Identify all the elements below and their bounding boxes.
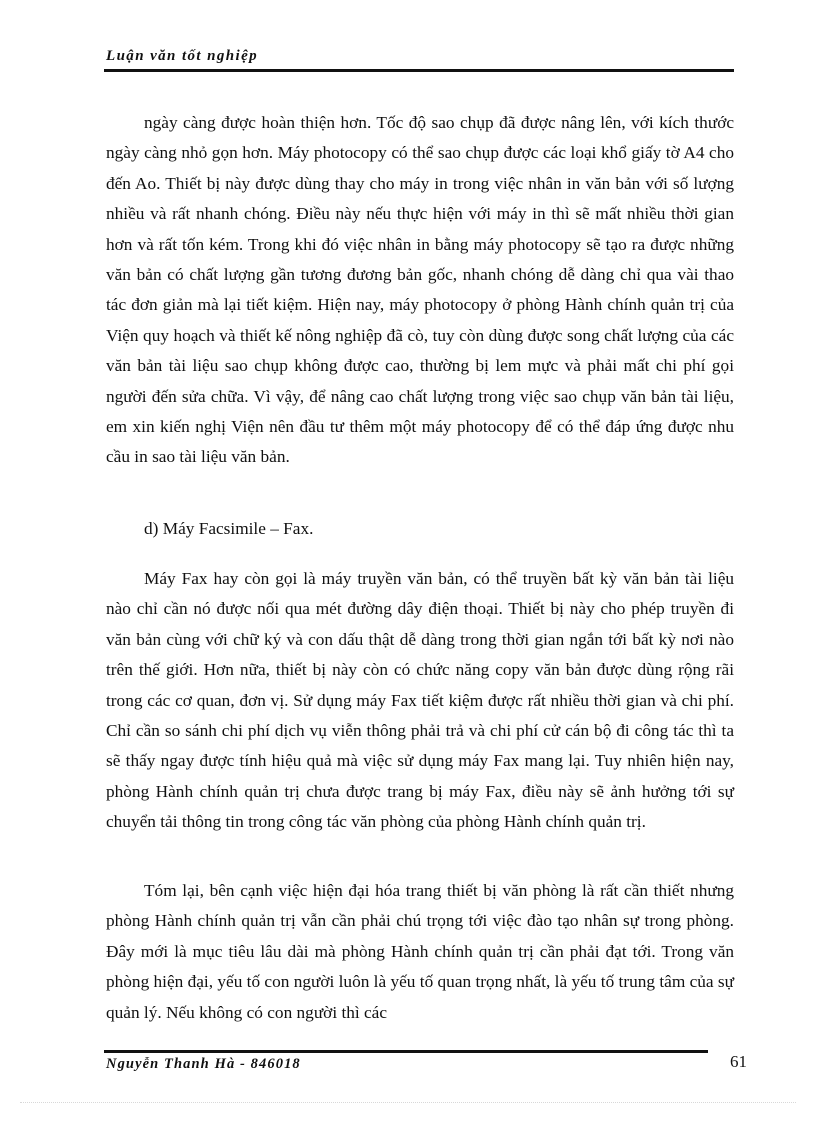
footer-rule (104, 1050, 708, 1053)
page-number: 61 (730, 1052, 747, 1071)
footer-author: Nguyễn Thanh Hà - 846018 (106, 1056, 301, 1072)
header-rule (104, 69, 734, 72)
paragraph-fax: Máy Fax hay còn gọi là máy truyền văn bản, có thể truyền bất kỳ văn bản tài liệu nào chỉ cần nó được nối qua mét đường dây điện thoại. Thiết bị này cho phép truyền đi văn bản cùng với chữ ký và con dấu thật dễ dàng trong thời gian ngắn tới bất kỳ nơi nào trên thế giới. Hơn nữa, thiết bị này còn có chức năng copy văn bản được dùng rộng rãi trong các cơ quan, đơn vị. Sử dụng máy Fax tiết kiệm được rất nhiều thời gian và chi phí. Chỉ cần so sánh chi phí dịch vụ viễn thông phải trả và chi phí cử cán bộ đi công tác thì ta sẽ thấy ngay được tính hiệu quả mà việc sử dụng máy Fax mang lại. Tuy nhiên hiện nay, phòng Hành chính quản trị chưa được trang bị máy Fax, điều này sẽ ảnh hưởng tới sự chuyển tải thông tin trong công tác văn phòng của phòng Hành chính quản trị. (106, 569, 734, 832)
section-heading: d) Máy Facsimile – Fax. (144, 519, 314, 538)
paragraph-summary: Tóm lại, bên cạnh việc hiện đại hóa trang thiết bị văn phòng là rất cần thiết nhưng phòng Hành chính quản trị vẫn cần phải chú trọng tới việc đào tạo nhân sự trong phòng. Đây mới là mục tiêu lâu dài mà phòng Hành chính quản trị cần phải đạt tới. Trong văn phòng hiện đại, yếu tố con người luôn là yếu tố quan trọng nhất, là yếu tố trung tâm của sự quản lý. Nếu không có con người thì các (106, 881, 734, 1022)
paragraph-photocopy: ngày càng được hoàn thiện hơn. Tốc độ sao chụp đã được nâng lên, với kích thước ngày càng nhỏ gọn hơn. Máy photocopy có thể sao chụp được các loại khổ giấy tờ A4 cho đến Ao. Thiết bị này được dùng thay cho máy in trong việc nhân in văn bản với số lượng nhiều và rất nhanh chóng. Điều này nếu thực hiện với máy in thì sẽ mất nhiều thời gian hơn và rất tốn kém. Trong khi đó việc nhân in bằng máy photocopy sẽ tạo ra được những văn bản có chất lượng gần tương đương bản gốc, nhanh chóng dễ dàng chỉ qua vài thao tác đơn giản mà lại tiết kiệm. Hiện nay, máy photocopy ở phòng Hành chính quản trị của Viện quy hoạch và thiết kế nông nghiệp đã cò, tuy còn dùng được song chất lượng của các văn bản tài liệu sao chụp không được cao, thường bị lem mực và phải mất chi phí gọi người đến sửa chữa. Vì vậy, để nâng cao chất lượng trong việc sao chụp văn bản tài liệu, em xin kiến nghị Viện nên đầu tư thêm một máy photocopy để có thể đáp ứng được nhu cầu in sao tài liệu văn bản. (106, 113, 734, 467)
header-title: Luận văn tốt nghiệp (106, 48, 259, 64)
page-bottom-dotted-line (20, 1102, 796, 1103)
